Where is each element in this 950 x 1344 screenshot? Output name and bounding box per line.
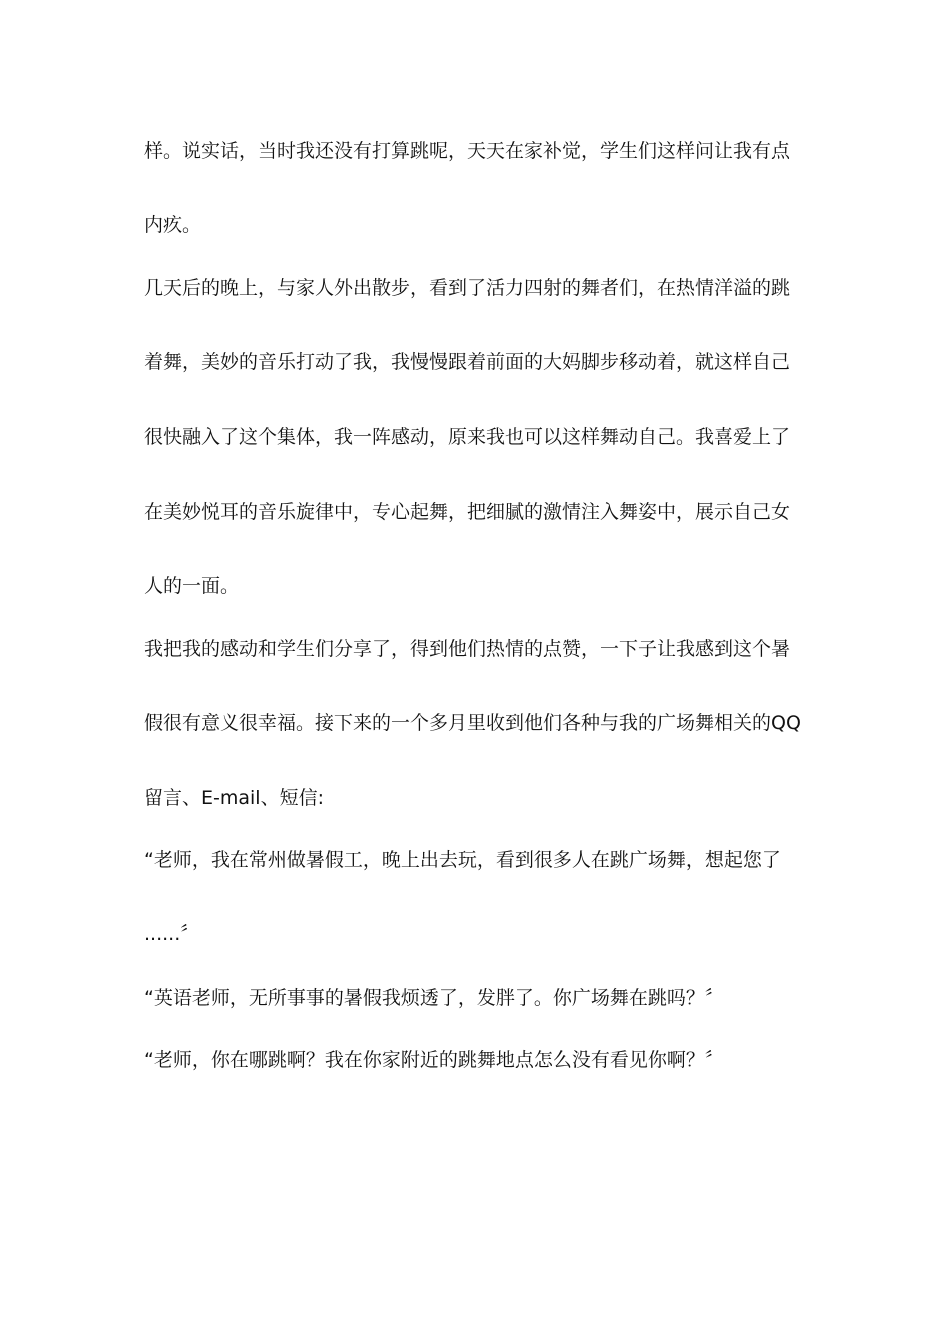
text-line: 留言、E-mail、短信: bbox=[144, 787, 324, 809]
text-line: 内疚。 bbox=[144, 214, 202, 236]
text-line: 样。说实话，当时我还没有打算跳呢，天天在家补觉，学生们这样问让我有点 bbox=[144, 140, 791, 162]
text-line: “英语老师，无所事事的暑假我烦透了，发胖了。你广场舞在跳吗？〞 bbox=[144, 987, 724, 1009]
text-line: 很快融入了这个集体，我一阵感动，原来我也可以这样舞动自己。我喜爱上了 bbox=[144, 426, 791, 448]
text-line: 我把我的感动和学生们分享了，得到他们热情的点赞，一下子让我感到这个暑 bbox=[144, 638, 791, 660]
text-line: “老师，我在常州做暑假工，晚上出去玩，看到很多人在跳广场舞，想起您了 bbox=[144, 849, 781, 871]
text-line: “老师，你在哪跳啊？我在你家附近的跳舞地点怎么没有看见你啊？〞 bbox=[144, 1049, 724, 1071]
text-line: ......〞 bbox=[144, 923, 200, 945]
text-line: 着舞，美妙的音乐打动了我，我慢慢跟着前面的大妈脚步移动着，就这样自己 bbox=[144, 351, 791, 373]
text-line: 人的一面。 bbox=[144, 575, 240, 597]
text-line: 假很有意义很幸福。接下来的一个多月里收到他们各种与我的广场舞相关的QQ bbox=[144, 712, 801, 734]
text-line: 几天后的晚上，与家人外出散步，看到了活力四射的舞者们，在热情洋溢的跳 bbox=[144, 277, 791, 299]
text-line: 在美妙悦耳的音乐旋律中，专心起舞，把细腻的激情注入舞姿中，展示自己女 bbox=[144, 501, 791, 523]
